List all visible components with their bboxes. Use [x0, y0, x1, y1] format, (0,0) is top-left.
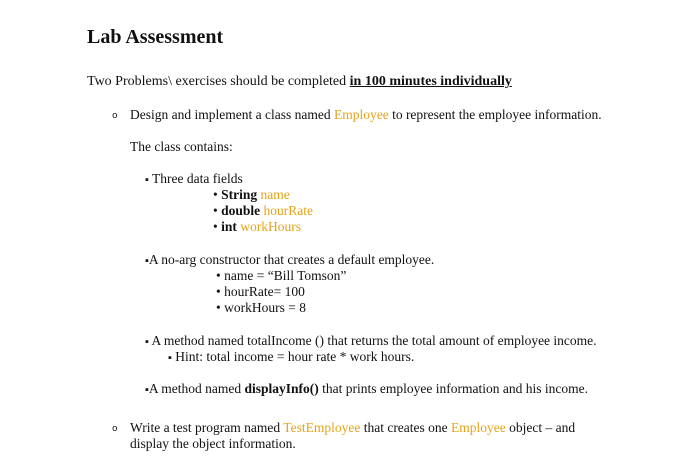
data-field-item	[213, 203, 313, 219]
problem2-text-c: object – and	[505, 420, 576, 435]
constructor-heading: A no-arg constructor that creates a default employee.	[148, 252, 435, 267]
field-name: workHours	[240, 219, 301, 234]
problem1-text-before: Design and implement a class named	[130, 107, 334, 122]
class-name-employee: Employee	[451, 420, 506, 435]
constructor-item	[216, 300, 306, 316]
data-field-item	[213, 219, 301, 235]
program-name: TestEmployee	[283, 420, 361, 435]
intro-line	[87, 74, 512, 90]
bullet: •	[213, 203, 218, 218]
method-total-text: A method named totalIncome () that returns the total amount of employee income.	[151, 333, 597, 348]
hint-text: Hint: total income = hour rate * work hours.	[175, 349, 415, 364]
field-type: double	[221, 203, 261, 218]
data-fields-heading-line	[145, 171, 243, 187]
constructor-bullet: ▪	[145, 255, 149, 267]
method-display-prefix: A method named	[148, 381, 245, 396]
problem2-line2: display the object information.	[130, 436, 296, 451]
hint-bullet: ▪	[168, 352, 172, 364]
field-name: name	[260, 187, 290, 202]
constructor-item	[216, 284, 305, 300]
constructor-item-text: hourRate= 100	[224, 284, 305, 299]
method-display-name: displayInfo()	[244, 381, 319, 396]
field-name: hourRate	[263, 203, 314, 218]
problem1-bullet: o	[112, 111, 118, 121]
bullet: •	[213, 219, 218, 234]
field-type: int	[221, 219, 237, 234]
problem1-text-after: to represent the employee information.	[388, 107, 602, 122]
constructor-heading-line	[145, 252, 434, 268]
page-title: Lab Assessment	[87, 26, 224, 48]
problem1-statement	[130, 107, 602, 123]
constructor-item-text: name = “Bill Tomson”	[224, 268, 347, 283]
method-display-line	[145, 381, 588, 397]
constructor-item-text: workHours = 8	[224, 300, 306, 315]
problem2-text-b: that creates one	[360, 420, 452, 435]
class-contains-label: The class contains:	[130, 139, 233, 154]
problem2-text-a: Write a test program named	[130, 420, 284, 435]
bullet: •	[216, 284, 221, 299]
method-total-bullet: ▪	[145, 336, 149, 348]
field-type: String	[221, 187, 258, 202]
method-display-suffix: that prints employee information and his income.	[318, 381, 588, 396]
intro-text: Two Problems\ exercises should be completed	[87, 74, 350, 89]
method-display-bullet: ▪	[145, 384, 149, 396]
problem2-statement	[130, 420, 575, 436]
hint-line	[168, 349, 414, 365]
data-field-item	[213, 187, 290, 203]
data-fields-heading: Three data fields	[152, 171, 243, 186]
method-total-line	[145, 333, 597, 349]
constructor-item	[216, 268, 346, 284]
time-limit-emphasis: in 100 minutes individually	[349, 74, 512, 89]
class-name-employee: Employee	[333, 107, 389, 122]
bullet: •	[213, 187, 218, 202]
problem2-bullet: o	[112, 424, 118, 434]
bullet: •	[216, 268, 221, 283]
data-fields-bullet: ▪	[145, 174, 149, 186]
bullet: •	[216, 300, 221, 315]
